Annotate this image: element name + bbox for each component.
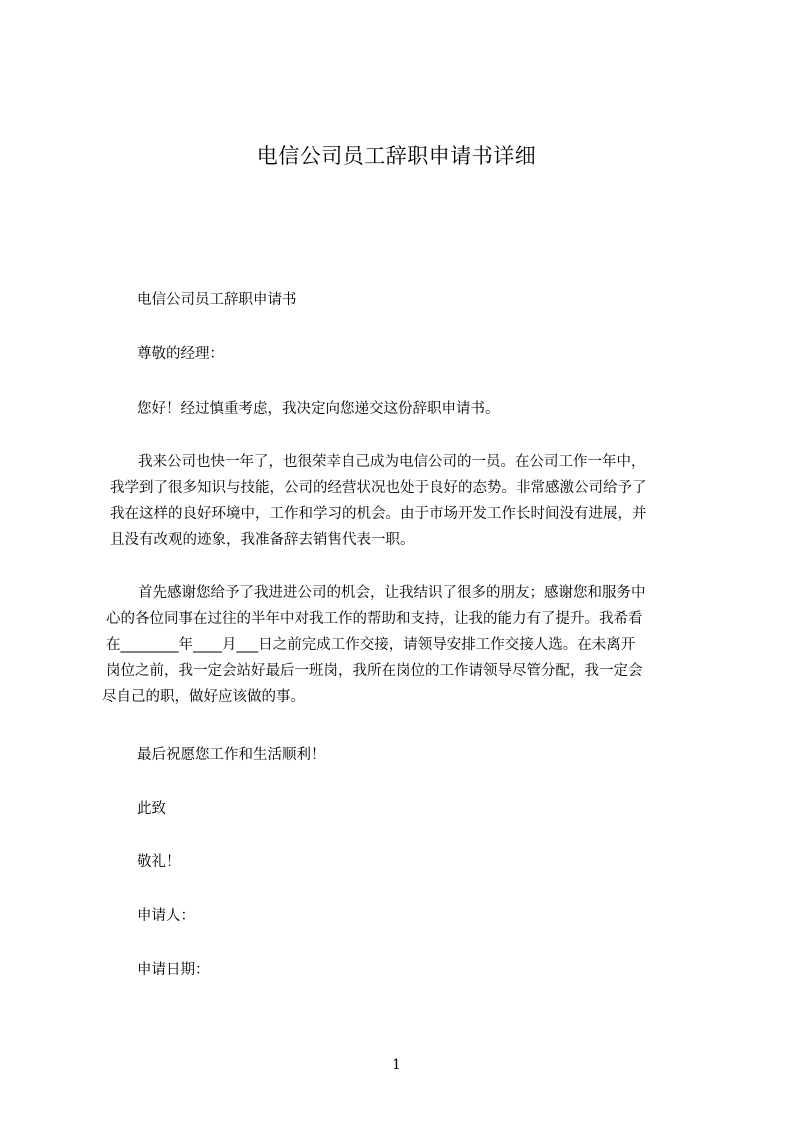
page-number: 1 (392, 1057, 401, 1073)
applicant-label: 申请人： (137, 908, 195, 924)
paragraph-1-line: 且没有改观的迹象，我准备辞去销售代表一职。 (110, 532, 415, 548)
paragraph-2-line: 心的各位同事在过往的半年中对我工作的帮助和支持，让我的能力有了提升。我希看 (106, 611, 643, 627)
paragraph-2-line: 首先感谢您给予了我进进公司的机会，让我结识了很多的朋友；感谢您和服务中 (138, 585, 646, 601)
paragraph-1 (110, 449, 647, 553)
paragraph-2-line: 岗位之前，我一定会站好最后一班岗，我所在岗位的工作请领导尽管分配，我一定会 (106, 663, 643, 679)
letter-greeting: 您好！经过慎重考虑，我决定向您递交这份辞职申请书。 (137, 401, 500, 417)
letter-salutation: 尊敬的经理： (137, 346, 224, 362)
document-title: 电信公司员工辞职申请书详细 (256, 144, 537, 168)
paragraph-1-line: 我在这样的良好环境中，工作和学习的机会。由于市场开发工作长时间没有进展，并 (110, 506, 647, 522)
paragraph-1-line: 我学到了很多知识与技能，公司的经营状况也处于良好的态势。非常感激公司给予了 (110, 480, 647, 496)
paragraph-2-line: 在________年____月___日之前完成工作交接，请领导安排工作交接人选。在未离开 (106, 637, 636, 653)
closing-ci-zhi: 此致 (137, 801, 166, 817)
letter-subtitle: 电信公司员工辞职申请书 (137, 292, 297, 308)
paragraph-1-line: 我来公司也快一年了，也很荣幸自己成为电信公司的一员。在公司工作一年中， (138, 454, 646, 470)
closing-wish: 最后祝愿您工作和生活顺利！ (137, 747, 326, 763)
paragraph-2 (102, 580, 646, 710)
date-label: 申请日期： (137, 962, 210, 978)
paragraph-2-line: 尽自己的职，做好应该做的事。 (102, 689, 305, 705)
closing-jing-li: 敬礼！ (137, 854, 181, 870)
